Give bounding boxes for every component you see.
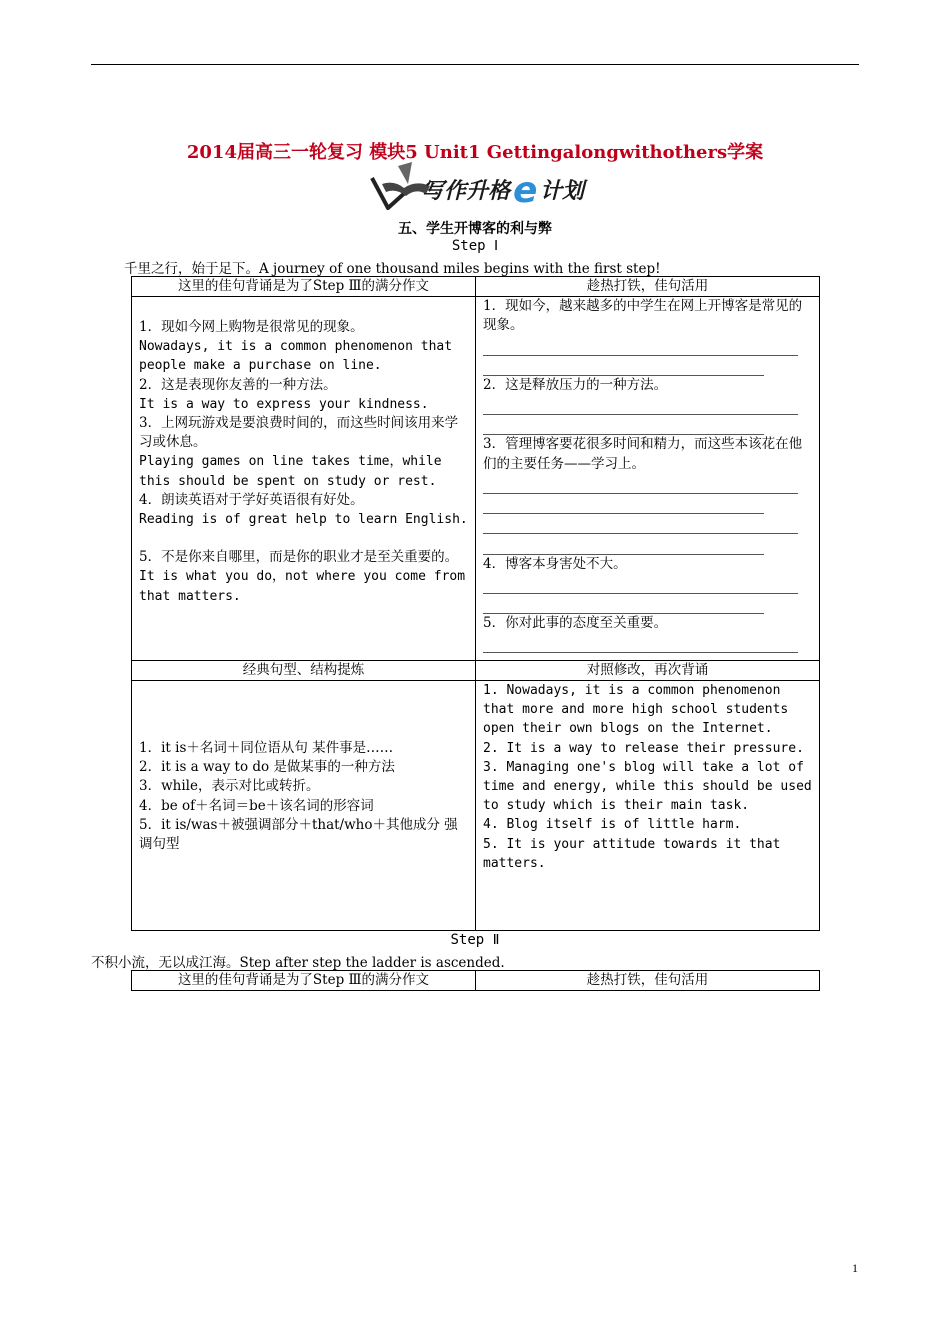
step1-quote: 千里之行，始于足下。A journey of one thousand miles begins with the first step! — [124, 261, 661, 277]
table-header-left: 这里的佳句背诵是为了Step Ⅲ的满分作文 — [132, 971, 476, 991]
list-item: 3．while，表示对比或转折。 — [139, 778, 320, 795]
answer-blank[interactable] — [483, 534, 764, 554]
list-item: 2．这是表现你友善的一种方法。 It is a way to express your kindness. — [139, 376, 429, 412]
answer-blank[interactable] — [483, 335, 798, 355]
banner-plan: 计划 — [540, 179, 585, 204]
table-header-answers: 对照修改，再次背诵 — [476, 661, 820, 681]
list-item: 1．现如今网上购物是很常见的现象。 Nowadays, it is a common phenomenon that people make a purchase on line. — [139, 319, 453, 374]
section-heading: 五、学生开博客的利与弊 — [398, 221, 552, 237]
answer-blank[interactable] — [483, 494, 764, 514]
table-header-right: 趁热打铁，佳句活用 — [476, 971, 820, 991]
writing-upgrade-banner — [368, 160, 618, 218]
step2-label: Step Ⅱ — [450, 932, 500, 948]
list-item: 3．管理博客要花很多时间和精力，而这些本该花在他们的主要任务——学习上。 — [483, 435, 812, 554]
answer-blank[interactable] — [483, 633, 798, 653]
document-title: 2014届高三一轮复习 模块5 Unit1 Gettingalongwithothers学案 — [186, 142, 764, 163]
list-item: 2．it is a way to do 是做某事的一种方法 — [139, 759, 395, 776]
answer-blank[interactable] — [483, 395, 798, 415]
answer-list — [476, 681, 820, 931]
answer-blank[interactable] — [483, 594, 764, 614]
answer-blank[interactable] — [483, 356, 764, 376]
list-item: 5．你对此事的态度至关重要。 — [483, 614, 812, 653]
answer-blank[interactable] — [483, 514, 798, 534]
table-header-patterns: 经典句型、结构提炼 — [132, 661, 476, 681]
pattern-list — [132, 681, 476, 931]
list-item: 4．朗读英语对于学好英语很有好处。 Reading is of great help to learn English. — [139, 491, 468, 528]
banner-text: 写作升格 — [422, 179, 511, 204]
step2-table — [131, 970, 820, 991]
list-item: 1. Nowadays, it is a common phenomenon that more and more high school students open their own blogs on the Internet. — [483, 683, 789, 737]
practice-sentences — [476, 297, 820, 661]
list-item: 3．上网玩游戏是要浪费时间的，而这些时间该用来学习或休息。 Playing games on line takes time，while this should be spent on study or rest. — [139, 415, 459, 489]
list-item: 2. It is a way to release their pressure. — [483, 740, 804, 756]
list-item: 4．be of＋名词＝be＋该名词的形容词 — [139, 797, 374, 814]
step1-table — [131, 276, 820, 931]
table-header-right: 趁热打铁，佳句活用 — [476, 277, 820, 297]
answer-blank[interactable] — [483, 574, 798, 594]
step1-label: Step Ⅰ — [451, 238, 499, 254]
header-rule — [91, 64, 859, 65]
banner-e: e — [513, 170, 538, 211]
list-item: 4. Blog itself is of little harm. — [483, 817, 742, 833]
table-header-left: 这里的佳句背诵是为了Step Ⅲ的满分作文 — [132, 277, 476, 297]
list-item: 2．这是释放压力的一种方法。 — [483, 376, 812, 436]
answer-blank[interactable] — [483, 474, 798, 494]
page-number: 1 — [852, 1261, 858, 1275]
answer-blank[interactable] — [483, 415, 764, 435]
list-item: 5. It is your attitude towards it that matters. — [483, 836, 781, 871]
list-item: 5．it is/was＋被强调部分＋that/who＋其他成分 强调句型 — [139, 816, 458, 853]
list-item: 3. Managing one's blog will take a lot of time and energy, while this should be used to study which is their main task. — [483, 759, 812, 814]
list-item: 1．it is＋名词＋同位语从句 某件事是…… — [139, 740, 394, 756]
step2-quote: 不积小流，无以成江海。Step after step the ladder is ascended. — [91, 955, 505, 971]
recitation-sentences — [132, 297, 476, 661]
list-item: 5．不是你来自哪里，而是你的职业才是至关重要的。 It is what you do，not where you come from that matters. — [139, 549, 466, 604]
list-item: 1．现如今，越来越多的中学生在网上开博客是常见的现象。 — [483, 297, 812, 376]
list-item: 4．博客本身害处不大。 — [483, 555, 812, 615]
